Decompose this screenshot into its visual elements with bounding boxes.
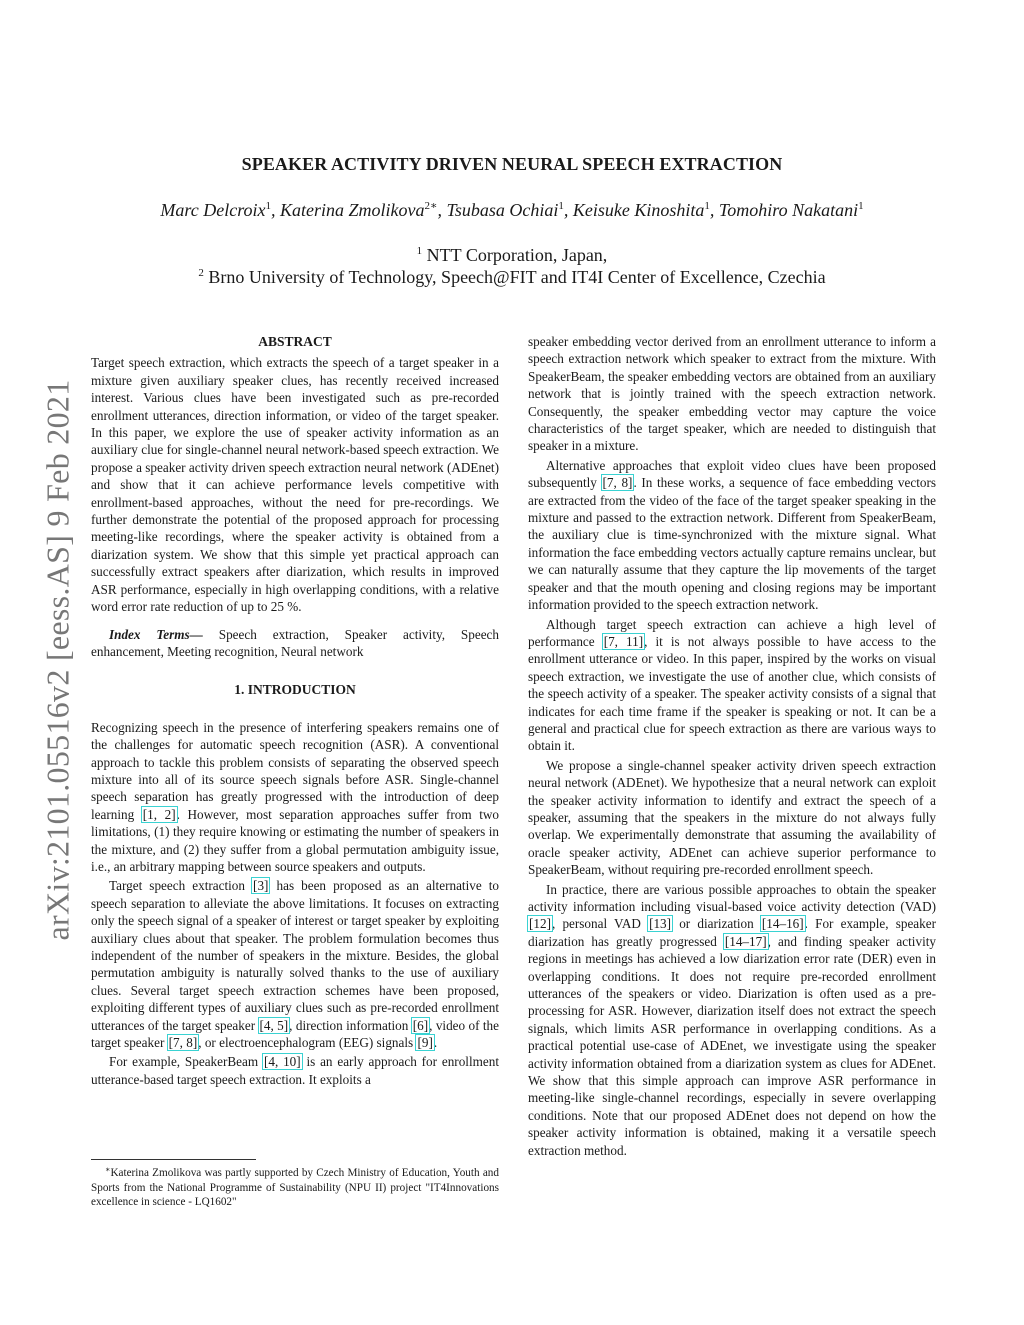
index-terms-label: Index Terms— [109, 626, 203, 642]
abstract-heading: ABSTRACT [258, 334, 332, 349]
affiliation-1 [0, 245, 1024, 266]
arxiv-side-stamp: arXiv:2101.05516v2 [eess.AS] 9 Feb 2021 [39, 379, 76, 941]
intro-paragraph-3 [91, 1053, 499, 1088]
footnote-divider [91, 1159, 256, 1160]
affiliation-mark: 2 [198, 267, 204, 279]
citation-link[interactable]: [6] [412, 1017, 429, 1033]
paragraph-text: . For example, speaker diarization has greatly progressed [528, 916, 936, 949]
citation-link[interactable]: [9] [417, 1035, 433, 1051]
author-name: Tsubasa Ochiai [446, 200, 559, 220]
paragraph-text: For example, SpeakerBeam [109, 1054, 263, 1070]
author-affiliation-mark: 1 [265, 200, 272, 212]
paragraph-text: Alternative approaches that exploit video clues have been proposed subsequently [528, 457, 936, 491]
paragraph-text: Although target speech extraction can achieve a high level of performance [528, 616, 936, 649]
paragraph-text: . In these works, a sequence of face embedding vectors are extracted from the video of the face of the target speaker speaking in the mixture and passed to the extraction network. Different from SpeakerBeam, the auxiliary clue is time-synchronized with the mixture signal. What information the face embedding vectors actually capture remains unclear, but we can naturally assume that they capture the lip movements of the target speaker and that the mouth opening and closing regions may be important information provided to the speech extraction network. [528, 475, 936, 613]
author-list: Marc Delcroix$^1$, Katerina Zmolikova$^{2∗}$, Tsubasa Ochiai$^1$, Keisuke Kinoshita$^1$, Tomohiro Nakatani$^1$ [160, 200, 864, 220]
paragraph-text: . However, most separation approaches suffer from two limitations, (1) they require knowing or estimating the number of speakers in the mixture, and (2) they suffer from a global permutation ambiguity issue, i.e., an arbitrary mapping between source speakers and outputs. [91, 806, 499, 874]
author-affiliation-mark: 1 [704, 200, 710, 212]
affiliation-text: Brno University of Technology, Speech@FIT and IT4I Center of Excellence, Czechia [208, 267, 826, 287]
paragraph-text: , direction information [289, 1017, 412, 1033]
right-paragraph-2 [528, 457, 936, 614]
paragraph-text: , it is not always possible to have access to the enrollment utterance or video. In this paper, inspired by the works on visual speech extraction, we investigate the use of another clue, which consists of the speech activity of a speaker. The speaker activity consists of a signal that indicates for each time frame if the speaker is speaking or not. It can be a general and practical clue for speech extraction as there are various ways to obtain it. [528, 633, 936, 754]
citation-link[interactable]: [3] [253, 878, 269, 894]
right-column [528, 333, 936, 1159]
author-affiliation-mark: 1 [558, 200, 564, 212]
affiliation-text: NTT Corporation, Japan, [426, 245, 608, 265]
left-column [91, 333, 499, 1088]
paper-title: SPEAKER ACTIVITY DRIVEN NEURAL SPEECH EXTRACTION [241, 154, 783, 174]
intro-paragraph-2 [91, 877, 499, 1051]
citation-link[interactable]: [4, 10] [263, 1054, 301, 1070]
author-affiliation-mark: 1 [858, 200, 864, 212]
author-name: Keisuke Kinoshita [572, 200, 705, 220]
citation-link[interactable]: [14–17] [724, 933, 767, 949]
paragraph-text: or diarization [672, 916, 761, 932]
paragraph-text: Target speech extraction [109, 878, 253, 894]
author-name: Marc Delcroix [160, 200, 266, 220]
footnote-text: Katerina Zmolikova was partly supported by Czech Ministry of Education, Youth and Sports from the National Programme of Sustainability (NPU II) project "IT4Innovations excellence in science - LQ1602" [91, 1167, 499, 1209]
author-name: Katerina Zmolikova [280, 200, 425, 220]
citation-link[interactable]: [12] [529, 916, 551, 932]
citation-link[interactable]: [4, 5] [259, 1017, 289, 1033]
paragraph-text: , and finding speaker activity regions in meetings has achieved a low diarization error rate (DER) even in overlapping conditions. It does not require pre-recorded enrollment utterances of the speakers or video. Diarization is often used as a pre-processing for ASR. However, diarization itself does not extract the speech signals, which limits ASR performance in overlapping conditions. As a practical potential use-case of ADEnet, we investigate using the speaker activity information obtained from a diarization system as clues for ADEnet. We show that this simple approach can improve ASR performance in meeting-like single-channel recordings, especially in severe overlapping conditions. Note that our proposed ADEnet does not depend on how the speaker activity information is obtained, making it a versatile speech extraction method. [528, 933, 936, 1158]
affiliation-2 [0, 267, 1024, 288]
right-paragraph-1: speaker embedding vector derived from an enrollment utterance to inform a speech extraction network which speaker to extract from the mixture. With SpeakerBeam, the speaker embedding vectors are obtained from an auxiliary network that is jointly trained with the speech extraction network. Consequently, the speaker embedding vector may capture the voice characteristics of the target speaker, which are needed to distinguish that speaker in a mixture. [528, 334, 936, 454]
footnote-mark: ∗ [105, 1165, 111, 1174]
intro-paragraph-1 [91, 719, 499, 876]
author-name: Tomohiro Nakatani [718, 200, 859, 220]
author-affiliation-mark: 2∗ [424, 200, 438, 212]
index-terms-text: Speech extraction, Speaker activity, Speech enhancement, Meeting recognition, Neural network [91, 626, 499, 659]
index-terms [91, 626, 499, 661]
citation-link[interactable]: [14–16] [761, 916, 804, 932]
paragraph-text: has been proposed as an alternative to speech separation to alleviate the above limitations. It focuses on extracting only the speech signal of a speaker of interest or target speaker by exploiting auxiliary clues about that speaker. The problem formulation becomes thus independent of the number of speakers in the mixture. Besides, the global permutation ambiguity is naturally solved thanks to the use of auxiliary clues. Several target speech extraction schemes have been proposed, exploiting different types of auxiliary clues such as pre-recorded enrollment utterances of the target speaker [91, 878, 500, 1033]
right-paragraph-3 [528, 616, 936, 755]
footnote [91, 1163, 499, 1210]
paragraph-text: In practice, there are various possible approaches to obtain the speaker activity information including visual-based voice activity detection (VAD) [528, 881, 936, 914]
right-paragraph-4: We propose a single-channel speaker activity driven speech extraction neural network (ADEnet). We hypothesize that a neural network can exploit the speaker activity information to identify and extract the speech of a speaker, assuming that the speakers in the mixture do not always fully overlap. We experimentally demonstrate that assuming the availability of oracle speaker activity, ADEnet can achieve superior performance to SpeakerBeam, without requiring pre-recorded enrollment speech. [528, 757, 936, 878]
paragraph-text: , personal VAD [551, 916, 649, 932]
citation-link[interactable]: [7, 11] [603, 633, 644, 649]
paragraph-text: . [433, 1035, 438, 1051]
affiliation-mark: 1 [416, 245, 423, 257]
right-paragraph-5 [528, 881, 936, 1160]
paragraph-text: Recognizing speech in the presence of interfering speakers remains one of the challenges for automatic speech recognition (ASR). A conventional approach to tackle this problem consists of separating the observed speech mixture into all of its source speech signals before ASR. Single-channel speech separation has greatly progressed with the introduction of deep learning [91, 719, 499, 822]
citation-link[interactable]: [7, 8] [168, 1035, 198, 1051]
paragraph-text: , or electroencephalogram (EEG) signals [198, 1035, 417, 1051]
abstract-text: Target speech extraction, which extracts the speech of a target speaker in a mixture given auxiliary speaker clues, has recently received increased interest. Various clues have been investigated such as pre-recorded enrollment utterances, direction information, or video of the target speaker. In this paper, we explore the use of speaker activity information as an auxiliary clue for single-channel neural network-based speech extraction. We propose a speaker activity driven speech extraction neural network (ADEnet) and show that it can achieve performance levels competitive with enrollment-based approaches, without the need for pre-recordings. We further demonstrate the potential of the proposed approach for processing meeting-like recordings, where the speaker activity is obtained from a diarization system. We show that this simple yet practical approach can successfully extract speakers after diarization, which results in improved ASR performance, especially in high overlapping conditions, with a relative word error rate reduction of up to 25 %. [91, 355, 499, 615]
citation-link[interactable]: [1, 2] [142, 806, 176, 822]
intro-heading: 1. INTRODUCTION [234, 682, 356, 698]
citation-link[interactable]: [7, 8] [602, 475, 633, 491]
paragraph-text: , video of the target speaker [91, 1017, 499, 1051]
citation-link[interactable]: [13] [649, 916, 672, 932]
paragraph-text: is an early approach for enrollment utterance-based target speech extraction. It exploits a [91, 1054, 499, 1087]
